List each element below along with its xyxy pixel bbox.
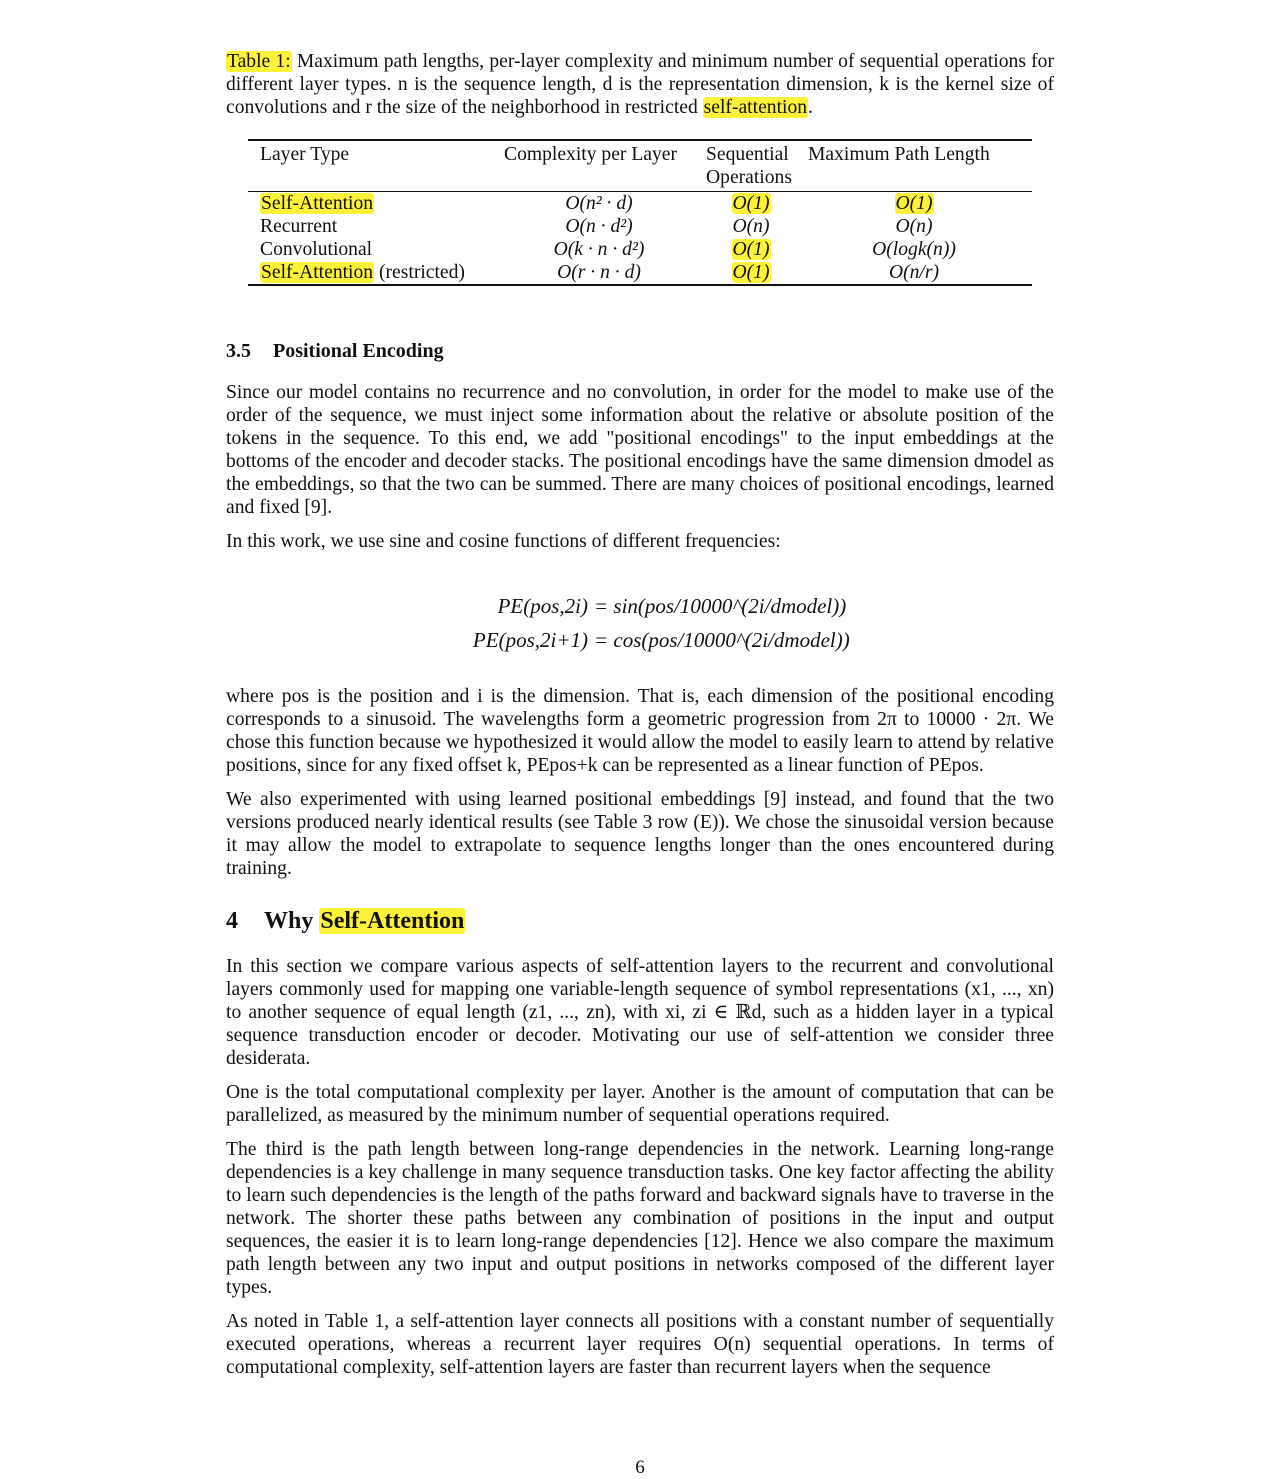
- layer-suffix: (restricted): [374, 262, 465, 283]
- section-title-highlight: Self-Attention: [320, 908, 465, 934]
- table-row: [248, 238, 1032, 261]
- col-header-layer-type: Layer Type: [260, 144, 350, 165]
- layer-name: Recurrent: [260, 216, 338, 237]
- paragraph: As noted in Table 1, a self-attention layer connects all positions with a constant number of sequentially executed operations, whereas a recurrent layer requires O(n) sequential operations. In terms of computational complexity, self-attention layers are faster than recurrent layers when the sequence: [226, 1311, 1054, 1378]
- table-row: [248, 261, 1032, 285]
- equation-cos: [226, 623, 1054, 657]
- col-header-path-length: Maximum Path Length: [808, 144, 990, 165]
- path-length-cell: O(n/r): [888, 262, 940, 283]
- complexity-cell: O(n · d²): [565, 216, 633, 237]
- table-row: [248, 192, 1032, 216]
- page-number: 6: [635, 1457, 645, 1478]
- col-header-sequential: Sequential Operations: [706, 144, 792, 188]
- section-title: Positional Encoding: [273, 340, 444, 362]
- sequential-cell: O(1): [732, 262, 770, 283]
- sequential-cell: O(1): [732, 193, 770, 214]
- caption-highlight: self-attention: [703, 97, 808, 118]
- sequential-cell: O(1): [732, 239, 770, 260]
- table-caption: [226, 50, 1054, 119]
- paragraph: We also experimented with using learned positional embeddings [9] instead, and found that the two versions produced nearly identical results (see Table 3 row (E)). We chose the sinusoidal version because it may allow the model to extrapolate to sequence lengths longer than the ones encountered during training.: [226, 789, 1054, 879]
- section-number: 3.5: [226, 340, 251, 362]
- caption-end: .: [808, 97, 813, 118]
- layer-name: Self-Attention: [261, 193, 374, 214]
- equation-lhs: PE(pos,2i+1): [472, 627, 588, 652]
- equation-rhs: = sin(pos/10000^(2i/dmodel)): [594, 593, 847, 618]
- table-row: [248, 215, 1032, 238]
- paper-page: [226, 50, 1054, 1379]
- layer-name: Self-Attention: [261, 262, 374, 283]
- complexity-table: [248, 139, 1032, 286]
- col-header-complexity: Complexity per Layer: [504, 144, 678, 165]
- paragraph: The third is the path length between long-range dependencies in the network. Learning long-range dependencies is a key challenge in many sequence transduction tasks. One key factor affecting the ability to learn such dependencies is the length of the paths forward and backward signals have to traverse in the network. The shorter these paths between any combination of positions in the input and output sequences, the easier it is to learn long-range dependencies [12]. Hence we also compare the maximum path length between any two input and output positions in networks composed of the different layer types.: [226, 1139, 1054, 1298]
- caption-text: Maximum path lengths, per-layer complexity and minimum number of sequential operations for different layer types. n is the sequence length, d is the representation dimension, k is the kernel size of convolutions and r the size of the neighborhood in restricted: [226, 51, 1055, 118]
- section-heading-4: [226, 908, 1054, 935]
- equation-lhs: PE(pos,2i): [497, 593, 588, 618]
- paragraph: where pos is the position and i is the dimension. That is, each dimension of the positional encoding corresponds to a sinusoid. The wavelengths form a geometric progression from 2π to 10000 · 2π. We chose this function because we hypothesized it would allow the model to easily learn to attend by relative positions, since for any fixed offset k, PEpos+k can be represented as a linear function of PEpos.: [226, 686, 1054, 776]
- layer-name: Convolutional: [260, 239, 373, 260]
- complexity-cell: O(k · n · d²): [553, 239, 645, 260]
- section-heading-3-5: [226, 340, 1054, 363]
- paragraph: One is the total computational complexity per layer. Another is the amount of computation that can be parallelized, as measured by the minimum number of sequential operations required.: [226, 1082, 1054, 1126]
- path-length-cell: O(logk(n)): [872, 239, 956, 260]
- paragraph: In this work, we use sine and cosine functions of different frequencies:: [226, 531, 781, 552]
- path-length-cell: O(1): [895, 193, 933, 214]
- section-title-prefix: Why: [264, 908, 320, 934]
- equation-rhs: = cos(pos/10000^(2i/dmodel)): [594, 627, 850, 652]
- table-header-row: [248, 140, 1032, 192]
- path-length-cell: O(n): [895, 216, 933, 237]
- complexity-cell: O(n² · d): [565, 193, 633, 214]
- table-label: Table 1:: [227, 51, 291, 72]
- equation-sin: [226, 589, 1054, 623]
- sequential-cell: O(n): [732, 216, 770, 237]
- paragraph: Since our model contains no recurrence and no convolution, in order for the model to make use of the order of the sequence, we must inject some information about the relative or absolute position of the tokens in the sequence. To this end, we add "positional encodings" to the input embeddings at the bottoms of the encoder and decoder stacks. The positional encodings have the same dimension dmodel as the embeddings, so that the two can be summed. There are many choices of positional encodings, learned and fixed [9].: [226, 382, 1054, 518]
- section-number: 4: [226, 908, 238, 934]
- paragraph: In this section we compare various aspects of self-attention layers to the recurrent and convolutional layers commonly used for mapping one variable-length sequence of symbol representations (x1, ..., xn) to another sequence of equal length (z1, ..., zn), with xi, zi ∈ ℝd, such as a hidden layer in a typical sequence transduction encoder or decoder. Motivating our use of self-attention we consider three desiderata.: [226, 956, 1054, 1069]
- complexity-cell: O(r · n · d): [557, 262, 641, 283]
- equation-block: [226, 589, 1054, 657]
